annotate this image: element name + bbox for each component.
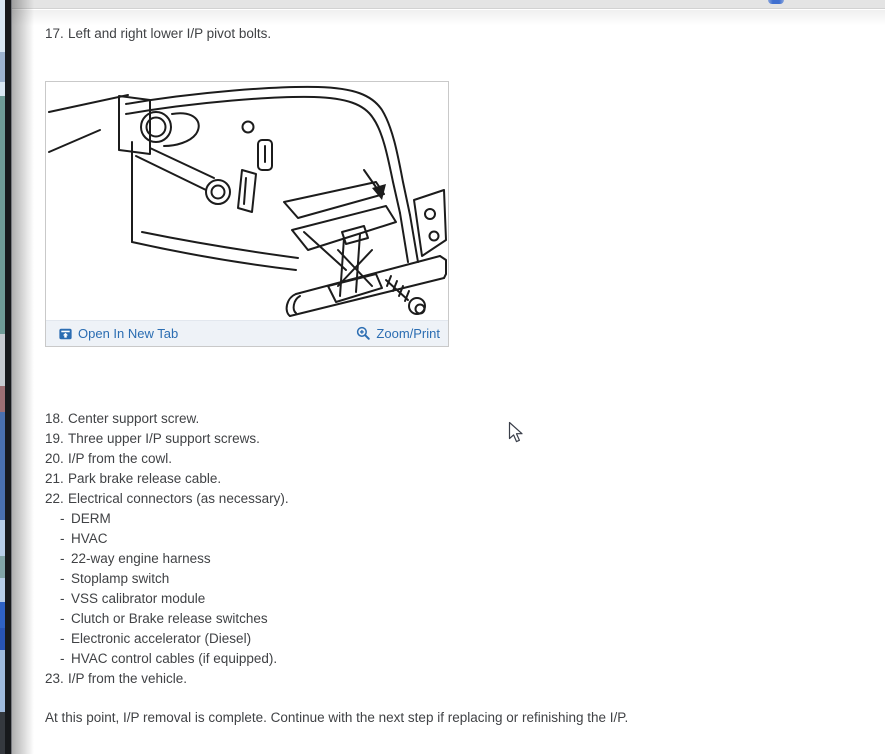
bullet-item: - 22-way engine harness <box>60 551 211 566</box>
figure-panel <box>45 81 449 347</box>
procedure-step-list <box>45 409 289 689</box>
open-in-new-tab-link[interactable] <box>58 326 178 341</box>
mouse-cursor <box>508 421 525 444</box>
step-text: Left and right lower I/P pivot bolts. <box>68 26 272 41</box>
step-number: 17. <box>45 26 64 41</box>
bullet-item: - HVAC control cables (if equipped). <box>60 651 278 666</box>
step-item-23: 23. I/P from the vehicle. <box>45 671 188 686</box>
zoom-print-label: Zoom/Print <box>376 326 440 341</box>
step-item-22: 22. Electrical connectors (as necessary). <box>45 491 289 506</box>
bullet-item: - Clutch or Brake release switches <box>60 611 268 626</box>
clipped-blue-element <box>768 0 784 4</box>
zoom-print-link[interactable] <box>356 326 440 341</box>
closing-paragraph: At this point, I/P removal is complete. Continue with the next step if replacing or refinishing the I/P. <box>45 710 629 725</box>
page-top-bar <box>12 0 885 9</box>
bullet-item: - Electronic accelerator (Diesel) <box>60 631 252 646</box>
bullet-item: - Stoplamp switch <box>60 571 170 586</box>
zoom-plus-icon <box>356 326 371 341</box>
open-in-new-tab-icon <box>58 327 73 341</box>
bullet-item: - HVAC <box>60 531 108 546</box>
window-edge <box>5 0 12 754</box>
open-in-new-tab-label: Open In New Tab <box>78 326 179 341</box>
step-item-21: 21. Park brake release cable. <box>45 471 222 486</box>
step-item-17 <box>45 24 271 44</box>
step-item-18: 18. Center support screw. <box>45 411 200 426</box>
step-item-19: 19. Three upper I/P support screws. <box>45 431 260 446</box>
bullet-item: - DERM <box>60 511 111 526</box>
bullet-item: - VSS calibrator module <box>60 591 206 606</box>
step-item-20: 20. I/P from the cowl. <box>45 451 173 466</box>
figure-toolbar <box>46 320 448 346</box>
ip-pivot-bolt-diagram <box>46 82 448 320</box>
